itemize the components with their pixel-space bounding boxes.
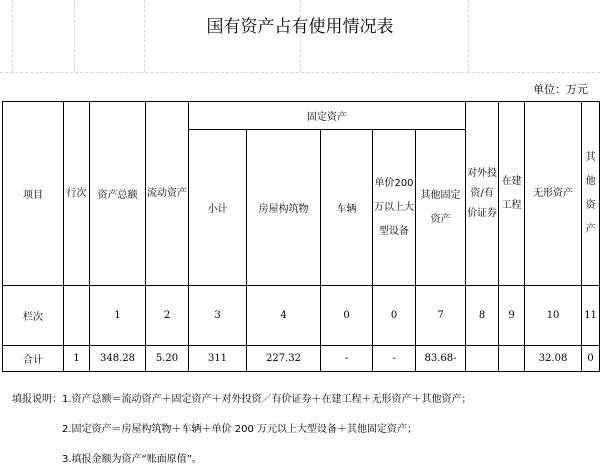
header-intangible bbox=[525, 102, 582, 286]
header-investment bbox=[466, 102, 499, 286]
table-row bbox=[3, 346, 600, 372]
table-cell: 32.08 bbox=[525, 346, 582, 372]
note-3: 3.填报金额为资产“账面原值”。 bbox=[62, 454, 202, 465]
header-large-equipment-label: 单价200万以上大型设备 bbox=[374, 177, 414, 237]
row-label: 合计 bbox=[3, 346, 64, 372]
table-cell: 10 bbox=[525, 286, 582, 346]
header-construction bbox=[499, 102, 525, 286]
table-cell: 2 bbox=[146, 286, 189, 346]
row-no: 1 bbox=[64, 346, 90, 372]
table-cell: - bbox=[321, 346, 373, 372]
header-row bbox=[3, 102, 600, 130]
header-total: 资产总额 bbox=[90, 102, 146, 286]
header-other-assets bbox=[582, 102, 600, 286]
header-intangible-label: 无形资产 bbox=[533, 187, 574, 199]
table-cell: 348.28 bbox=[90, 346, 146, 372]
header-other-fixed-label: 其他固定资产 bbox=[420, 189, 461, 225]
note-2: 2.固定资产＝房屋构筑物＋车辆＋单价 200 万元以上大型设备＋其他固定资产； bbox=[62, 424, 417, 435]
table-cell bbox=[582, 286, 600, 346]
table-cell: 1 bbox=[90, 286, 146, 346]
header-other-assets-label: 其他资产 bbox=[585, 151, 596, 235]
table-cell: 0 bbox=[582, 346, 600, 372]
header-subtotal: 小计 bbox=[189, 130, 247, 286]
header-buildings: 房屋构筑物 bbox=[247, 130, 321, 286]
unit-label: 单位：万元 bbox=[533, 83, 588, 96]
table-row bbox=[3, 286, 600, 346]
table-cell: 8 bbox=[466, 286, 499, 346]
table-cell: 9 bbox=[499, 286, 525, 346]
table-cell bbox=[466, 346, 499, 372]
header-current-label: 流动资产 bbox=[147, 187, 187, 199]
notes-heading: 填报说明： bbox=[12, 394, 62, 405]
table-cell bbox=[499, 346, 525, 372]
notes-label bbox=[12, 390, 472, 405]
table-cell-value: 11 bbox=[584, 309, 597, 321]
gridline bbox=[0, 72, 600, 73]
header-row-no-label: 行次 bbox=[66, 187, 87, 199]
table-cell: 0 bbox=[373, 286, 416, 346]
table-cell: 3 bbox=[189, 286, 247, 346]
header-large-equipment bbox=[373, 130, 416, 286]
table-cell: 227.32 bbox=[247, 346, 321, 372]
header-current bbox=[146, 102, 189, 286]
header-item: 项目 bbox=[3, 102, 64, 286]
table-cell: 5.20 bbox=[146, 346, 189, 372]
table-cell: 0 bbox=[321, 286, 373, 346]
header-investment-label: 对外投资/有价证券 bbox=[467, 167, 498, 219]
row-no bbox=[64, 286, 90, 346]
header-vehicles: 车辆 bbox=[321, 130, 373, 286]
header-row-no bbox=[64, 102, 90, 286]
table-cell: - bbox=[373, 346, 416, 372]
page-title: 国有资产占有使用情况表 bbox=[206, 17, 394, 37]
header-construction-label: 在建工程 bbox=[501, 175, 522, 211]
table-cell: 311 bbox=[189, 346, 247, 372]
table-cell: 4 bbox=[247, 286, 321, 346]
table-cell: 7 bbox=[416, 286, 466, 346]
header-other-fixed bbox=[416, 130, 466, 286]
row-label: 栏次 bbox=[3, 286, 64, 346]
asset-table bbox=[2, 101, 600, 372]
table-cell: 83.68- bbox=[416, 346, 466, 372]
header-fixed-group: 固定资产 bbox=[189, 102, 466, 130]
note-1: 1.资产总额＝流动资产＋固定资产＋对外投资／有价证券＋在建工程＋无形资产＋其他资产； bbox=[62, 394, 472, 405]
